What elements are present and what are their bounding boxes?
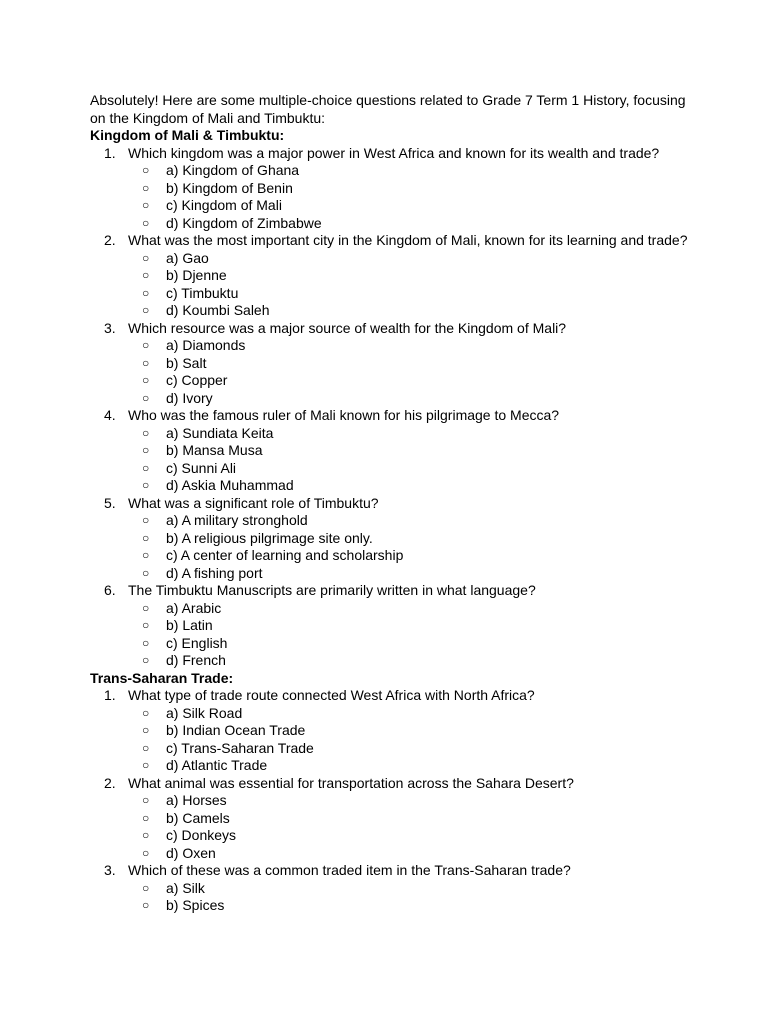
hollow-circle-bullet-icon: ○ [142,425,150,440]
option-item [128,267,690,285]
option-text: a) Arabic [166,599,222,616]
question-item [90,495,690,583]
question-item [90,775,690,863]
option-text: a) Gao [166,249,209,266]
hollow-circle-bullet-icon: ○ [142,478,150,492]
hollow-circle-bullet-icon: ○ [142,845,150,860]
option-text: b) Camels [166,809,230,826]
option-item [128,547,690,565]
option-text: b) Salt [166,354,207,371]
option-text: d) Kingdom of Zimbabwe [166,214,322,231]
option-item [128,740,690,758]
hollow-circle-bullet-icon: ○ [142,635,150,650]
option-item [128,635,690,653]
option-text: b) Mansa Musa [166,442,263,458]
option-item [128,442,690,460]
question-number: 5. [104,494,116,511]
option-item [128,162,690,180]
option-item [128,880,690,898]
hollow-circle-bullet-icon: ○ [142,355,150,370]
option-text: a) Horses [166,792,227,808]
option-text: d) Ivory [166,389,213,406]
option-text: c) Copper [166,372,228,388]
hollow-circle-bullet-icon: ○ [142,880,150,895]
hollow-circle-bullet-icon: ○ [142,793,150,807]
option-item [128,180,690,198]
option-text: a) Diamonds [166,337,246,353]
hollow-circle-bullet-icon: ○ [142,758,150,772]
option-item [128,372,690,390]
option-text: d) A fishing port [166,564,263,581]
option-item [128,845,690,863]
hollow-circle-bullet-icon: ○ [142,513,150,527]
hollow-circle-bullet-icon: ○ [142,390,150,405]
option-text: d) Atlantic Trade [166,757,268,773]
hollow-circle-bullet-icon: ○ [142,285,150,300]
hollow-circle-bullet-icon: ○ [142,898,150,912]
option-item [128,285,690,303]
option-list [128,880,690,915]
option-text: d) Askia Muhammad [166,477,294,493]
sections-container [90,127,690,915]
option-item [128,425,690,443]
option-list [128,600,690,670]
option-item [128,512,690,530]
question-text: What was the most important city in the Kingdom of Mali, known for its learning and trade? [128,232,688,248]
option-text: a) Sundiata Keita [166,424,274,441]
option-item [128,617,690,635]
option-text: c) Trans-Saharan Trade [166,739,314,756]
option-text: b) Kingdom of Benin [166,179,293,196]
option-text: d) Oxen [166,844,216,861]
option-item [128,827,690,845]
option-item [128,792,690,810]
option-item [128,390,690,408]
hollow-circle-bullet-icon: ○ [142,740,150,755]
question-number: 2. [104,232,116,248]
question-list [90,145,690,670]
hollow-circle-bullet-icon: ○ [142,180,150,195]
section-heading: Kingdom of Mali & Timbuktu: [90,127,285,143]
option-text: a) Silk Road [166,704,243,721]
hollow-circle-bullet-icon: ○ [142,723,150,737]
option-text: d) Koumbi Saleh [166,302,270,318]
option-list [128,337,690,407]
option-item [128,722,690,740]
option-item [128,477,690,495]
option-item [128,600,690,618]
option-list [128,512,690,582]
question-text: Which resource was a major source of wealth for the Kingdom of Mali? [128,319,567,336]
option-item [128,460,690,478]
question-item [90,320,690,408]
option-item [128,757,690,775]
hollow-circle-bullet-icon: ○ [142,443,150,457]
option-text: a) Silk [166,879,205,896]
hollow-circle-bullet-icon: ○ [142,618,150,632]
question-number: 1. [104,144,116,161]
question-item [90,232,690,320]
option-text: c) Sunni Ali [166,459,237,476]
option-item [128,197,690,215]
question-item [90,862,690,915]
option-item [128,897,690,915]
question-text: Who was the famous ruler of Mali known for his pilgrimage to Mecca? [128,407,560,423]
question-item [90,407,690,495]
hollow-circle-bullet-icon: ○ [142,653,150,667]
hollow-circle-bullet-icon: ○ [142,810,150,825]
option-text: b) Djenne [166,267,227,283]
question-number: 6. [104,582,116,598]
question-text: What type of trade route connected West Africa with North Africa? [128,687,535,703]
option-item [128,705,690,723]
intro-paragraph: Absolutely! Here are some multiple-choice questions related to Grade 7 Term 1 History, focusing on the Kingdom of Mali and Timbuktu: [90,92,686,126]
question-number: 3. [104,319,116,336]
option-item [128,250,690,268]
section-heading: Trans-Saharan Trade: [90,669,234,686]
option-item [128,565,690,583]
hollow-circle-bullet-icon: ○ [142,198,150,212]
hollow-circle-bullet-icon: ○ [142,460,150,475]
question-text: The Timbuktu Manuscripts are primarily written in what language? [128,582,536,598]
question-text: Which kingdom was a major power in West Africa and known for its wealth and trade? [128,144,660,161]
option-text: b) A religious pilgrimage site only. [166,529,373,546]
question-list [90,687,690,915]
option-text: c) Donkeys [166,827,237,843]
hollow-circle-bullet-icon: ○ [142,250,150,265]
option-text: b) Latin [166,617,213,633]
option-item [128,215,690,233]
option-item [128,337,690,355]
hollow-circle-bullet-icon: ○ [142,338,150,352]
hollow-circle-bullet-icon: ○ [142,565,150,580]
option-text: c) Kingdom of Mali [166,197,282,213]
hollow-circle-bullet-icon: ○ [142,163,150,177]
hollow-circle-bullet-icon: ○ [142,303,150,317]
hollow-circle-bullet-icon: ○ [142,530,150,545]
question-item [90,582,690,670]
option-item [128,810,690,828]
option-text: c) Timbuktu [166,284,239,301]
question-text: What was a significant role of Timbuktu? [128,494,379,511]
option-list [128,705,690,775]
option-item [128,355,690,373]
hollow-circle-bullet-icon: ○ [142,548,150,562]
hollow-circle-bullet-icon: ○ [142,215,150,230]
question-number: 3. [104,862,116,878]
option-text: a) A military stronghold [166,512,308,528]
option-list [128,792,690,862]
option-text: d) French [166,652,226,668]
option-item [128,530,690,548]
option-item [128,302,690,320]
option-item [128,652,690,670]
hollow-circle-bullet-icon: ○ [142,705,150,720]
option-list [128,250,690,320]
option-text: c) English [166,634,228,651]
hollow-circle-bullet-icon: ○ [142,268,150,282]
question-item [90,145,690,233]
document-page [90,92,690,915]
question-text: Which of these was a common traded item in the Trans-Saharan trade? [128,862,571,878]
option-text: b) Indian Ocean Trade [166,722,306,738]
option-text: b) Spices [166,897,225,913]
hollow-circle-bullet-icon: ○ [142,373,150,387]
question-item [90,687,690,775]
hollow-circle-bullet-icon: ○ [142,828,150,842]
option-list [128,162,690,232]
option-list [128,425,690,495]
question-text: What animal was essential for transportation across the Sahara Desert? [128,774,574,791]
question-number: 4. [104,407,116,423]
question-number: 1. [104,687,116,703]
option-text: c) A center of learning and scholarship [166,547,404,563]
option-text: a) Kingdom of Ghana [166,162,300,178]
question-number: 2. [104,774,116,791]
hollow-circle-bullet-icon: ○ [142,600,150,615]
